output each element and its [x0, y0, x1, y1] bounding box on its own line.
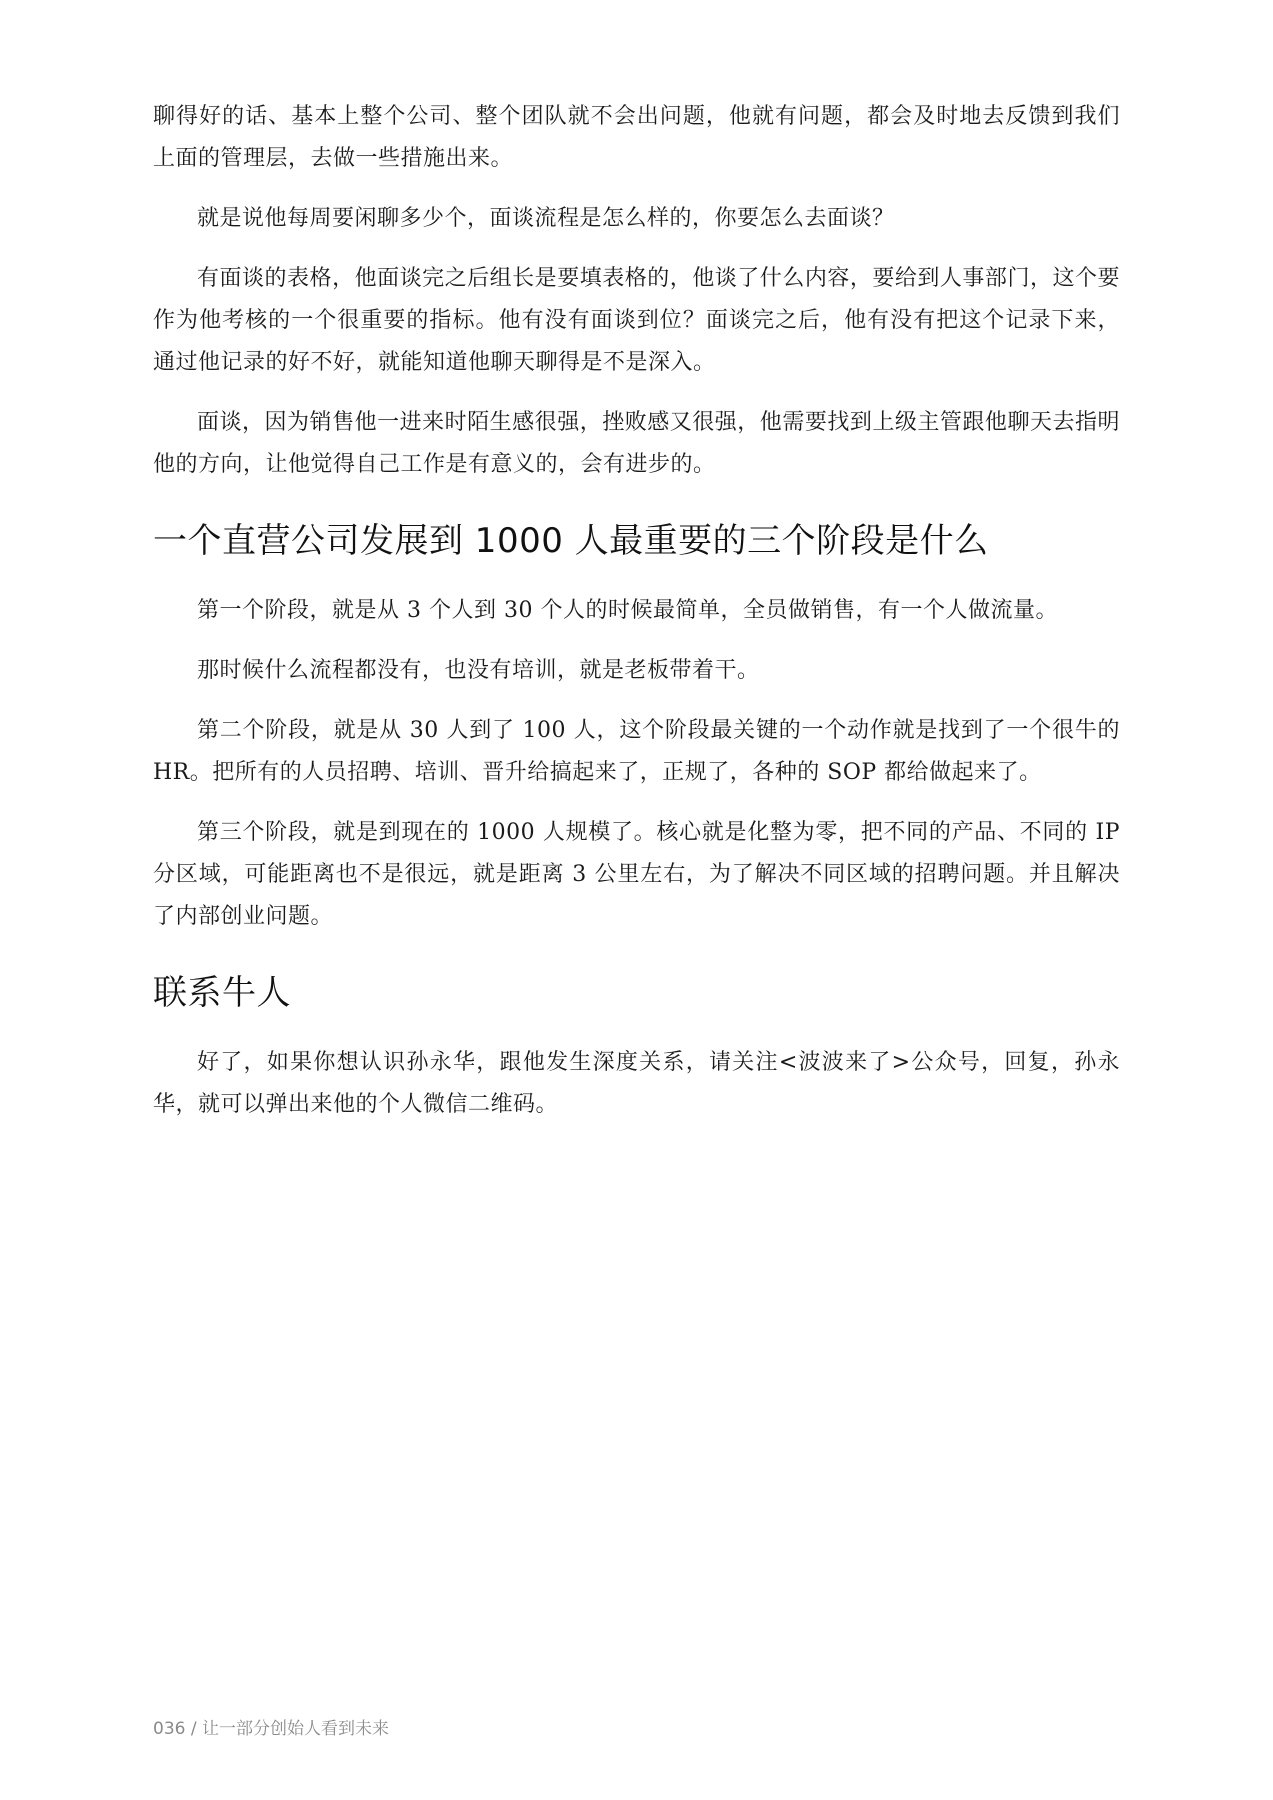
paragraph: 好了，如果你想认识孙永华，跟他发生深度关系，请关注<波波来了>公众号，回复，孙永华，就可以弹出来他的个人微信二维码。: [153, 1050, 1120, 1117]
paragraph: 第二个阶段，就是从 30 人到了 100 人，这个阶段最关键的一个动作就是找到了一个很牛的 HR。把所有的人员招聘、培训、晋升给搞起来了，正规了，各种的 SOP 都给做起来了。: [153, 718, 1120, 785]
paragraph: 就是说他每周要闲聊多少个，面谈流程是怎么样的，你要怎么去面谈？: [197, 206, 895, 231]
section-heading-stages: 一个直营公司发展到 1000 人最重要的三个阶段是什么: [153, 521, 989, 561]
footer-tagline: 让一部分创始人看到未来: [202, 1719, 389, 1739]
section-heading-contact: 联系牛人: [153, 973, 291, 1013]
page-number: 036 /: [153, 1719, 197, 1739]
paragraph: 面谈，因为销售他一进来时陌生感很强，挫败感又很强，他需要找到上级主管跟他聊天去指明他的方向，让他觉得自己工作是有意义的，会有进步的。: [153, 410, 1120, 477]
paragraph: 第三个阶段，就是到现在的 1000 人规模了。核心就是化整为零，把不同的产品、不同的 IP 分区域，可能距离也不是很远，就是距离 3 公里左右，为了解决不同区域的招聘问题。并且解决了内部创业问题。: [153, 820, 1120, 929]
page-footer: [153, 1714, 389, 1739]
paragraph: 那时候什么流程都没有，也没有培训，就是老板带着干。: [197, 658, 760, 683]
paragraph: 聊得好的话、基本上整个公司、整个团队就不会出问题，他就有问题，都会及时地去反馈到我们上面的管理层，去做一些措施出来。: [153, 104, 1120, 171]
paragraph: 有面谈的表格，他面谈完之后组长是要填表格的，他谈了什么内容，要给到人事部门，这个要作为他考核的一个很重要的指标。他有没有面谈到位？面谈完之后，他有没有把这个记录下来，通过他记录的好不好，就能知道他聊天聊得是不是深入。: [153, 266, 1120, 375]
paragraph: 第一个阶段，就是从 3 个人到 30 个人的时候最简单，全员做销售，有一个人做流量。: [197, 598, 1058, 623]
